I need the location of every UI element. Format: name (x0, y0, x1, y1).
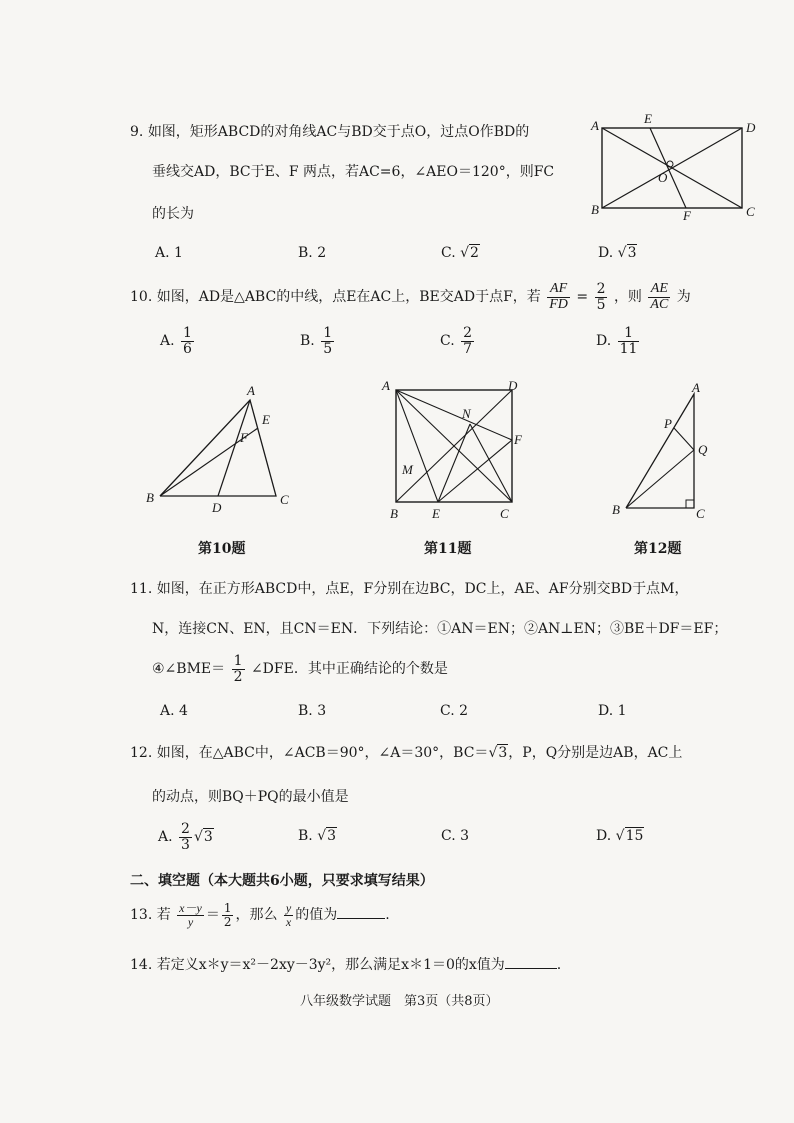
q11-label-c: C (500, 506, 509, 521)
q12-option-d: D. √15 (596, 828, 644, 844)
q11-text-2: N，连接CN、EN，且CN＝EN．下列结论：①AN＝EN；②AN⊥EN；③BE＋DF＝EF； (152, 621, 728, 637)
q12-option-c: C. 3 (441, 828, 470, 844)
q10-caption: 第10题 (198, 541, 246, 557)
q14-answer-blank (505, 956, 557, 969)
q10-figure (140, 380, 300, 515)
q10-option-d: D. $\frac{1}{11}$ (596, 325, 638, 357)
q9-label-b: B (591, 202, 599, 217)
q9-label-f: F (683, 208, 691, 223)
q13-number: 13. (130, 907, 153, 924)
q13-answer-blank (337, 906, 385, 919)
q12-line1: 12. 如图，在△ABC中，∠ACB＝90°，∠A＝30°，BC＝√3，P，Q分别是边AB，AC上 (130, 745, 683, 761)
q9-line1 (130, 121, 529, 141)
q10-option-a: A. $\frac{1}{6}$ (160, 325, 192, 357)
q11-option-c: C. 2 (440, 703, 469, 719)
q9-label-d: D (746, 120, 756, 135)
q10-option-c: C. $\frac{2}{7}$ (440, 325, 473, 357)
q12-label-b: B (612, 502, 620, 517)
q12-option-b: B. √3 (298, 828, 337, 844)
q11-label-f: F (514, 432, 522, 447)
section-2-heading: 二、填空题（本大题共6小题，只要求填写结果） (130, 873, 434, 889)
q11-line3: ④∠BME＝ $\frac{1}{2}$ ∠DFE．其中正确结论的个数是 (152, 653, 448, 685)
q12-label-q: Q (698, 442, 708, 457)
q11-label-n: N (462, 406, 471, 421)
q11-label-m: M (402, 462, 413, 477)
q9-label-a: A (591, 118, 599, 133)
q9-label-c: C (746, 204, 755, 219)
q9-figure (586, 112, 756, 224)
q11-label-a: A (382, 378, 390, 393)
q12-label-p: P (664, 416, 672, 431)
q12-option-a: A. $\frac{2}{3}$ √3 (158, 821, 213, 853)
q11-label-d: D (508, 378, 518, 393)
q9-option-d: D. √3 (598, 245, 637, 261)
q9-option-d-radicand: 3 (627, 245, 637, 261)
q9-label-e: E (644, 112, 652, 126)
q9-text-2: 垂线交AD，BC于E、F 两点，若AC=6，∠AEO＝120°，则FC (152, 164, 555, 180)
q9-option-b: B. 2 (298, 245, 327, 261)
q9-option-a: A. 1 (155, 245, 183, 261)
q10-label-d: D (212, 500, 222, 515)
q10-label-b: B (146, 490, 154, 505)
q10-label-f: F (240, 430, 248, 445)
page-footer: 八年级数学试题 第3页（共8页） (300, 994, 499, 1009)
q10-label-a: A (247, 383, 255, 398)
q11-line1 (130, 578, 688, 598)
q11-option-b: B. 3 (298, 703, 327, 719)
q14-line: 14. 若定义x＊y＝x²－2xy－3y²，那么满足x＊1＝0的x值为 . (130, 957, 562, 973)
q11-number: 11. (130, 581, 153, 597)
q11-caption: 第11题 (424, 541, 472, 557)
q10-stem: 10. 如图，AD是△ABC的中线，点E在AC上，BE交AD于点F，若 $\frac{AF}{FD}$ = $\frac{2}{5}$ ，则 $\frac{AE}{AC}$ 为 (130, 281, 691, 313)
q11-label-b: B (390, 506, 398, 521)
q12-caption: 第12题 (634, 541, 682, 557)
q10-text-a: 如图，AD是△ABC的中线，点E在AC上，BE交AD于点F，若 (156, 289, 541, 306)
q14-number: 14. (130, 957, 153, 973)
q9-label-o: O (658, 170, 668, 185)
q11-option-d: D. 1 (598, 703, 627, 719)
q9-text-3: 的长为 (152, 206, 194, 222)
q11-label-e: E (432, 506, 440, 521)
q12-label-c: C (696, 506, 705, 521)
q12-number: 12. (130, 745, 153, 761)
q10-label-c: C (280, 492, 289, 507)
q11-option-a: A. 4 (160, 703, 188, 719)
q9-option-c: C. √2 (441, 245, 479, 261)
q10-label-e: E (262, 412, 270, 427)
q9-text-1: 如图，矩形ABCD的对角线AC与BD交于点O，过点O作BD的 (147, 124, 530, 140)
q9-option-c-radicand: 2 (470, 245, 479, 261)
q10-option-b: B. $\frac{1}{5}$ (300, 325, 333, 357)
q12-text-2: 的动点，则BQ＋PQ的最小值是 (152, 789, 349, 805)
q11-figure (374, 374, 534, 524)
q13-line: 13. 若 $\frac{x-y}{y}$ ＝ $\frac{1}{2}$ ，那么 $\frac{y}{x}$ 的值为 . (130, 901, 390, 929)
q12-figure (606, 378, 726, 523)
q10-number: 10. (130, 289, 153, 306)
q9-number: 9. (130, 124, 144, 140)
q11-text-1: 如图，在正方形ABCD中，点E，F分别在边BC，DC上，AE、AF分别交BD于点M， (156, 581, 689, 597)
q12-label-a: A (692, 380, 700, 395)
